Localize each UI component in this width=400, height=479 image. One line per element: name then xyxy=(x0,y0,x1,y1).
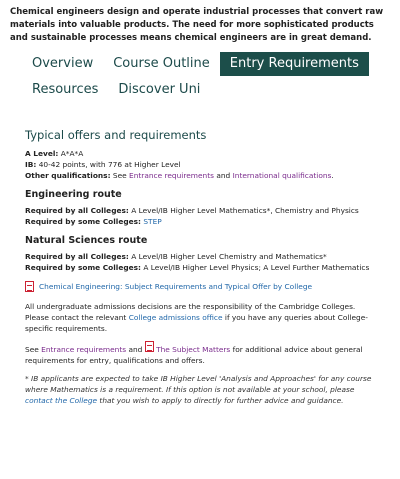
other-qualifications-label: Other qualifications: xyxy=(25,171,111,180)
natsci-all-label: Required by all Colleges: xyxy=(25,252,129,261)
ib-label: IB: xyxy=(25,160,37,169)
tab-resources[interactable]: Resources xyxy=(32,82,99,97)
other-end-text: . xyxy=(331,171,334,180)
natsci-route-heading: Natural Sciences route xyxy=(25,235,148,246)
pdf-icon xyxy=(145,341,154,352)
pdf-icon xyxy=(25,281,34,292)
advice-paragraph xyxy=(25,341,375,366)
admissions-text-2: if you have any queries about College-specific requirements. xyxy=(25,313,368,333)
other-see-text: See xyxy=(112,171,127,180)
advice-and-text: and xyxy=(128,345,143,354)
ib-row xyxy=(25,159,375,170)
tab-entry-requirements[interactable]: Entry Requirements xyxy=(220,52,369,76)
subject-requirements-pdf-row xyxy=(25,281,375,292)
step-link[interactable]: STEP xyxy=(143,217,162,226)
college-admissions-office-link[interactable]: College admissions office xyxy=(128,313,223,322)
footnote-text-2: that you wish to apply to directly for further advice and guidance. xyxy=(99,396,344,405)
tab-overview[interactable]: Overview xyxy=(32,56,94,71)
ib-footnote xyxy=(25,373,375,406)
tab-course-outline[interactable]: Course Outline xyxy=(113,56,210,71)
natsci-all-row xyxy=(25,251,375,262)
tab-discover-uni[interactable]: Discover Uni xyxy=(118,82,201,97)
engineering-route-heading: Engineering route xyxy=(25,189,122,200)
other-and-text: and xyxy=(216,171,231,180)
international-qualifications-link[interactable]: International qualifications xyxy=(232,171,332,180)
typical-offers-heading: Typical offers and requirements xyxy=(25,128,207,142)
advice-rest-text: for additional advice about general requirements for entry, qualifications and offers. xyxy=(25,345,363,365)
engineering-all-label: Required by all Colleges: xyxy=(25,206,129,215)
alevel-value: A*A*A xyxy=(60,149,84,158)
natsci-all-value: A Level/IB Higher Level Chemistry and Mathematics* xyxy=(131,252,327,261)
alevel-label: A Level: xyxy=(25,149,59,158)
natsci-some-value: A Level/IB Higher Level Physics; A Level Further Mathematics xyxy=(143,263,370,272)
footnote-text-1: * IB applicants are expected to take IB Higher Level 'Analysis and Approaches' for any course where Mathematics is a requirement. If this option is not available at your school, please xyxy=(25,374,372,394)
contact-college-link[interactable]: contact the College xyxy=(25,396,98,405)
advice-entrance-requirements-link[interactable]: Entrance requirements xyxy=(41,345,127,354)
other-qualifications-row xyxy=(25,170,375,181)
natsci-some-row xyxy=(25,262,375,273)
subject-requirements-pdf-link[interactable]: Chemical Engineering: Subject Requirements and Typical Offer by College xyxy=(39,282,313,291)
entry-requirements-panel xyxy=(25,124,375,406)
alevel-row xyxy=(25,148,375,159)
engineering-some-label: Required by some Colleges: xyxy=(25,217,141,226)
advice-see-text: See xyxy=(25,345,39,354)
course-intro: Chemical engineers design and operate industrial processes that convert raw materials into valuable products. The need for more sophisticated products and sustainable processes means chemical engineers are in great demand. xyxy=(10,7,384,43)
course-tabs xyxy=(22,52,378,102)
subject-matters-link[interactable]: The Subject Matters xyxy=(156,345,231,354)
ib-value: 40-42 points, with 776 at Higher Level xyxy=(38,160,181,169)
admissions-text-1: All undergraduate admissions decisions are the responsibility of the Cambridge Colleges. Please contact the relevant xyxy=(25,302,356,322)
engineering-some-row xyxy=(25,216,375,227)
natsci-some-label: Required by some Colleges: xyxy=(25,263,141,272)
engineering-all-row xyxy=(25,205,375,216)
engineering-all-value: A Level/IB Higher Level Mathematics*, Chemistry and Physics xyxy=(131,206,359,215)
admissions-paragraph xyxy=(25,301,375,334)
entrance-requirements-link[interactable]: Entrance requirements xyxy=(129,171,214,180)
